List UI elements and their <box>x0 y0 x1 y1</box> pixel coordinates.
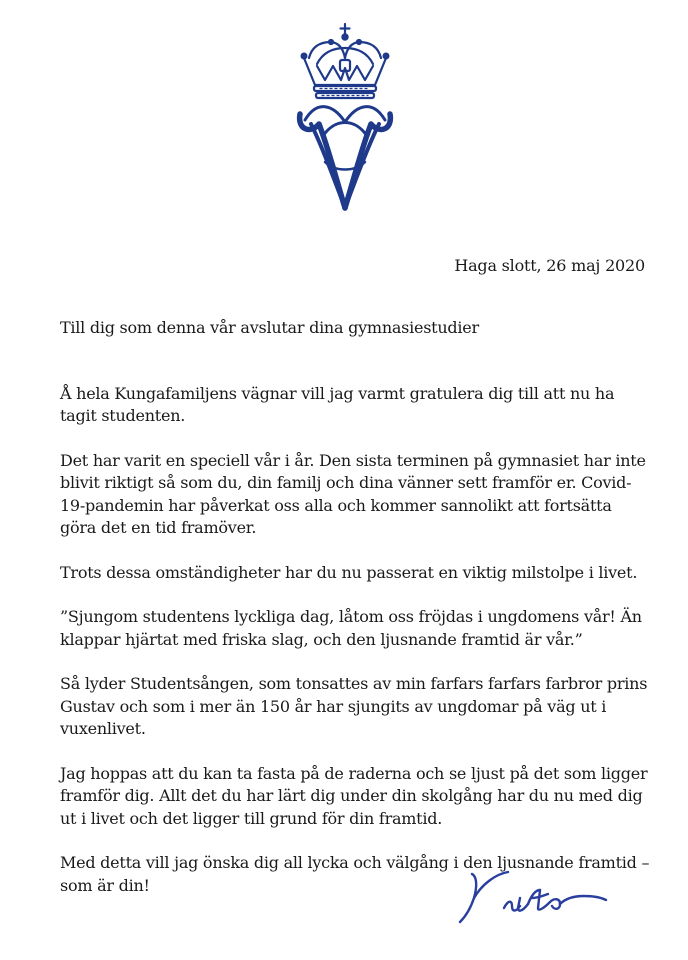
paragraph-milestone: Trots dessa omständigheter har du nu passerat en viktig milstolpe i livet. <box>60 562 638 582</box>
royal-monogram-icon <box>295 22 395 222</box>
paragraph-song-quote: ”Sjungom studentens lyckliga dag, låtom oss fröjdas i ungdomens vår! Än klappar hjärtat med friska slag, och den ljusnande framtid är vår.” <box>60 607 642 649</box>
handwritten-signature <box>456 868 616 928</box>
paragraph-hope: Jag hoppas att du kan ta fasta på de raderna och se ljust på det som ligger framför dig. Allt det du har lärt dig under din skolgång har du nu med dig ut i livet och det ligger till grund för din framtid. <box>60 763 648 828</box>
paragraph-congratulations: Å hela Kungafamiljens vägnar vill jag varmt gratulera dig till att nu ha tagit studenten. <box>60 383 615 425</box>
paragraph-studentsangen: Så lyder Studentsången, som tonsattes av min farfars farfars farbror prins Gustav och som i mer än 150 år har sjungits av ungdomar på väg ut i vuxenlivet. <box>60 674 648 738</box>
letter-body <box>60 317 650 919</box>
letter-salutation: Till dig som denna vår avslutar dina gymnasiestudier <box>60 318 479 337</box>
paragraph-special-spring: Det har varit en speciell vår i år. Den sista terminen på gymnasiet har inte blivit riktigt så som du, din familj och dina vänner sett framför er. Covid-19-pandemin har påverkat oss alla och kommer sannolikt att fortsätta göra det en tid framöver. <box>60 450 646 537</box>
letter-date: Haga slott, 26 maj 2020 <box>454 256 645 275</box>
paragraph-closing-wish: Med detta vill jag önska dig all lycka och välgång i den ljusnande framtid – som är din! <box>60 853 650 895</box>
